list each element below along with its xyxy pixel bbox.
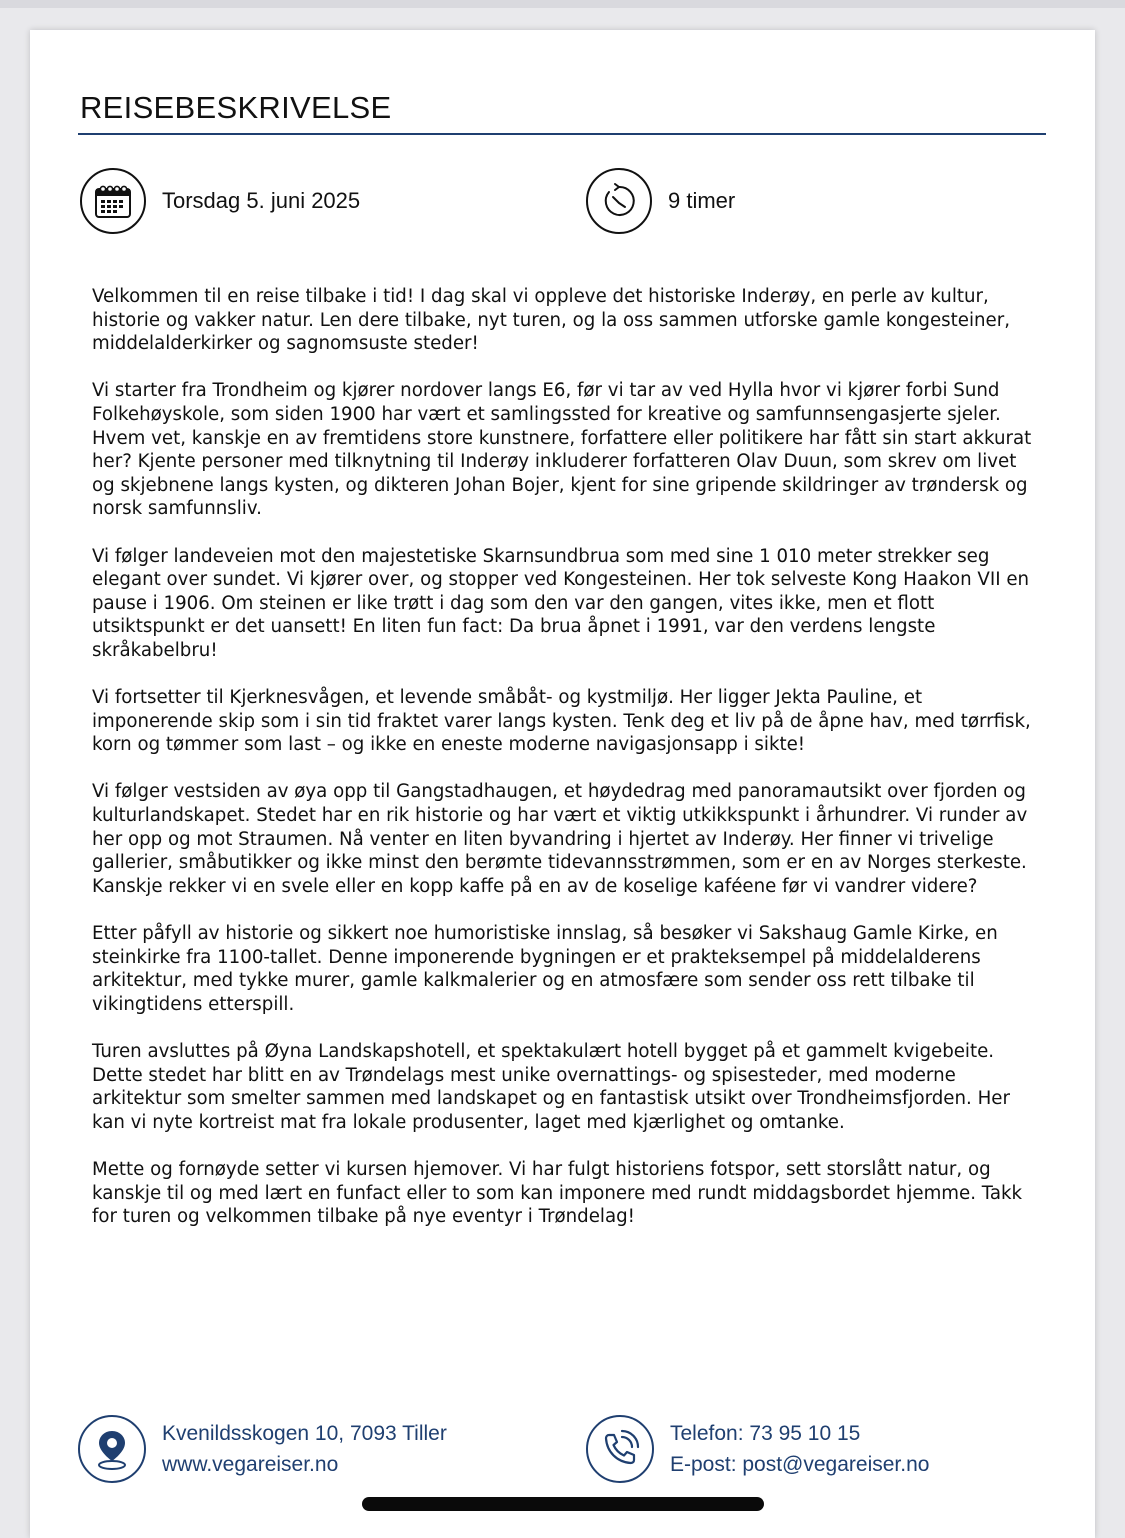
email-text[interactable]: E-post: post@vegareiser.no [670,1453,930,1476]
phone-icon [586,1415,654,1483]
paragraph: Etter påfyll av historie og sikkert noe humoristiske innslag, så besøker vi Sakshaug Gamle Kirke, en steinkirke fra 1100-tallet. Denne imponerende bygningen er et prakteksempel på middelalderens arkitektur, med tykke murer, gamle kalkmalerier og en atmosfære som sender oss rett tilbake til vikingtidens etterspill. [92,923,998,1015]
page-title: REISEBESKRIVELSE [80,90,392,125]
document-page [30,30,1095,1538]
trip-duration [586,168,735,234]
paragraph: Mette og fornøyde setter vi kursen hjemover. Vi har fulgt historiens fotspor, sett storslått natur, og kanskje til og med lært en funfact eller to som kan imponere med rundt middagsbordet hjemme. Takk for turen og velkommen tilbake på nye eventyr i Trøndelag! [92,1158,1023,1228]
footer-address-block [78,1415,447,1483]
title-divider [78,133,1046,135]
top-status-strip [0,0,1125,8]
home-indicator[interactable] [362,1497,764,1511]
trip-description [92,285,1042,1252]
paragraph: Vi starter fra Trondheim og kjører nordover langs E6, før vi tar av ved Hylla hvor vi kjører forbi Sund Folkehøyskole, som siden 1900 har vært et samlingssted for kreative og samfunnsengasjerte sjeler. Hvem vet, kanskje en av fremtidens store kunstnere, forfattere eller politikere har fått sin start akkurat her? Kjente personer med tilknytning til Inderøy inkluderer forfatteren Olav Duun, som skrev om livet og skjebnene langs kysten, og dikteren Johan Bojer, kjent for sine gripende skildringer av trøndersk og norsk samfunnsliv. [92,380,1032,520]
website-link[interactable]: www.vegareiser.no [162,1453,339,1476]
paragraph: Vi følger landeveien mot den majestetiske Skarnsundbrua som med sine 1 010 meter strekker seg elegant over sundet. Vi kjører over, og stopper ved Kongesteinen. Her tok selveste Kong Haakon VII en pause i 1906. Om steinen er like trøtt i dag som den var den gangen, vites ikke, men et flott utsiktspunkt er det uansett! En liten fun fact: Da brua åpnet i 1991, var den verdens lengste skråkabelbru! [92,545,1030,661]
trip-date [80,168,360,234]
timer-icon [586,168,652,234]
paragraph: Velkommen til en reise tilbake i tid! I dag skal vi oppleve det historiske Inderøy, en perle av kultur, historie og vakker natur. Len dere tilbake, nyt turen, og la oss sammen utforske gamle kongesteiner, middelalderkirker og sagnomsuste steder! [92,286,1010,355]
calendar-icon [80,168,146,234]
address-text: Kvenildsskogen 10, 7093 Tiller [162,1422,447,1445]
paragraph: Vi følger vestsiden av øya opp til Gangstadhaugen, et høydedrag med panoramautsikt over fjorden og kulturlandskapet. Stedet har en rik historie og har vært et viktig utkikkspunkt i århundrer. Vi runder av her opp og mot Straumen. Nå venter en liten byvandring i hjertet av Inderøy. Her finner vi trivelige gallerier, småbutikker og ikke minst den berømte tidevannsstrømmen, som er en av Norges sterkeste. Kanskje rekker vi en svele eller en kopp kaffe på en av de koselige kaféene før vi vandrer videre? [92,781,1028,897]
paragraph: Turen avsluttes på Øyna Landskapshotell, et spektakulært hotell bygget på et gammelt kvigebeite. Dette stedet har blitt en av Trøndelags mest unike overnattings- og spisesteder, med moderne arkitektur som smelter sammen med landskapet og en fantastisk utsikt over Trondheimsfjorden. Her kan vi nyte kortreist mat fra lokale produsenter, laget med kjærlighet og omtanke. [92,1041,1010,1133]
duration-text: 9 timer [668,188,736,213]
footer-contact-block [586,1415,929,1483]
phone-text[interactable]: Telefon: 73 95 10 15 [670,1422,861,1445]
date-text: Torsdag 5. juni 2025 [162,188,361,213]
location-pin-icon [78,1415,146,1483]
paragraph: Vi fortsetter til Kjerknesvågen, et levende småbåt- og kystmiljø. Her ligger Jekta Pauline, et imponerende skip som i sin tid fraktet varer langs kysten. Tenk deg et liv på de åpne hav, med tørrfisk, korn og tømmer som last – og ikke en eneste moderne navigasjonsapp i sikte! [92,687,1031,756]
